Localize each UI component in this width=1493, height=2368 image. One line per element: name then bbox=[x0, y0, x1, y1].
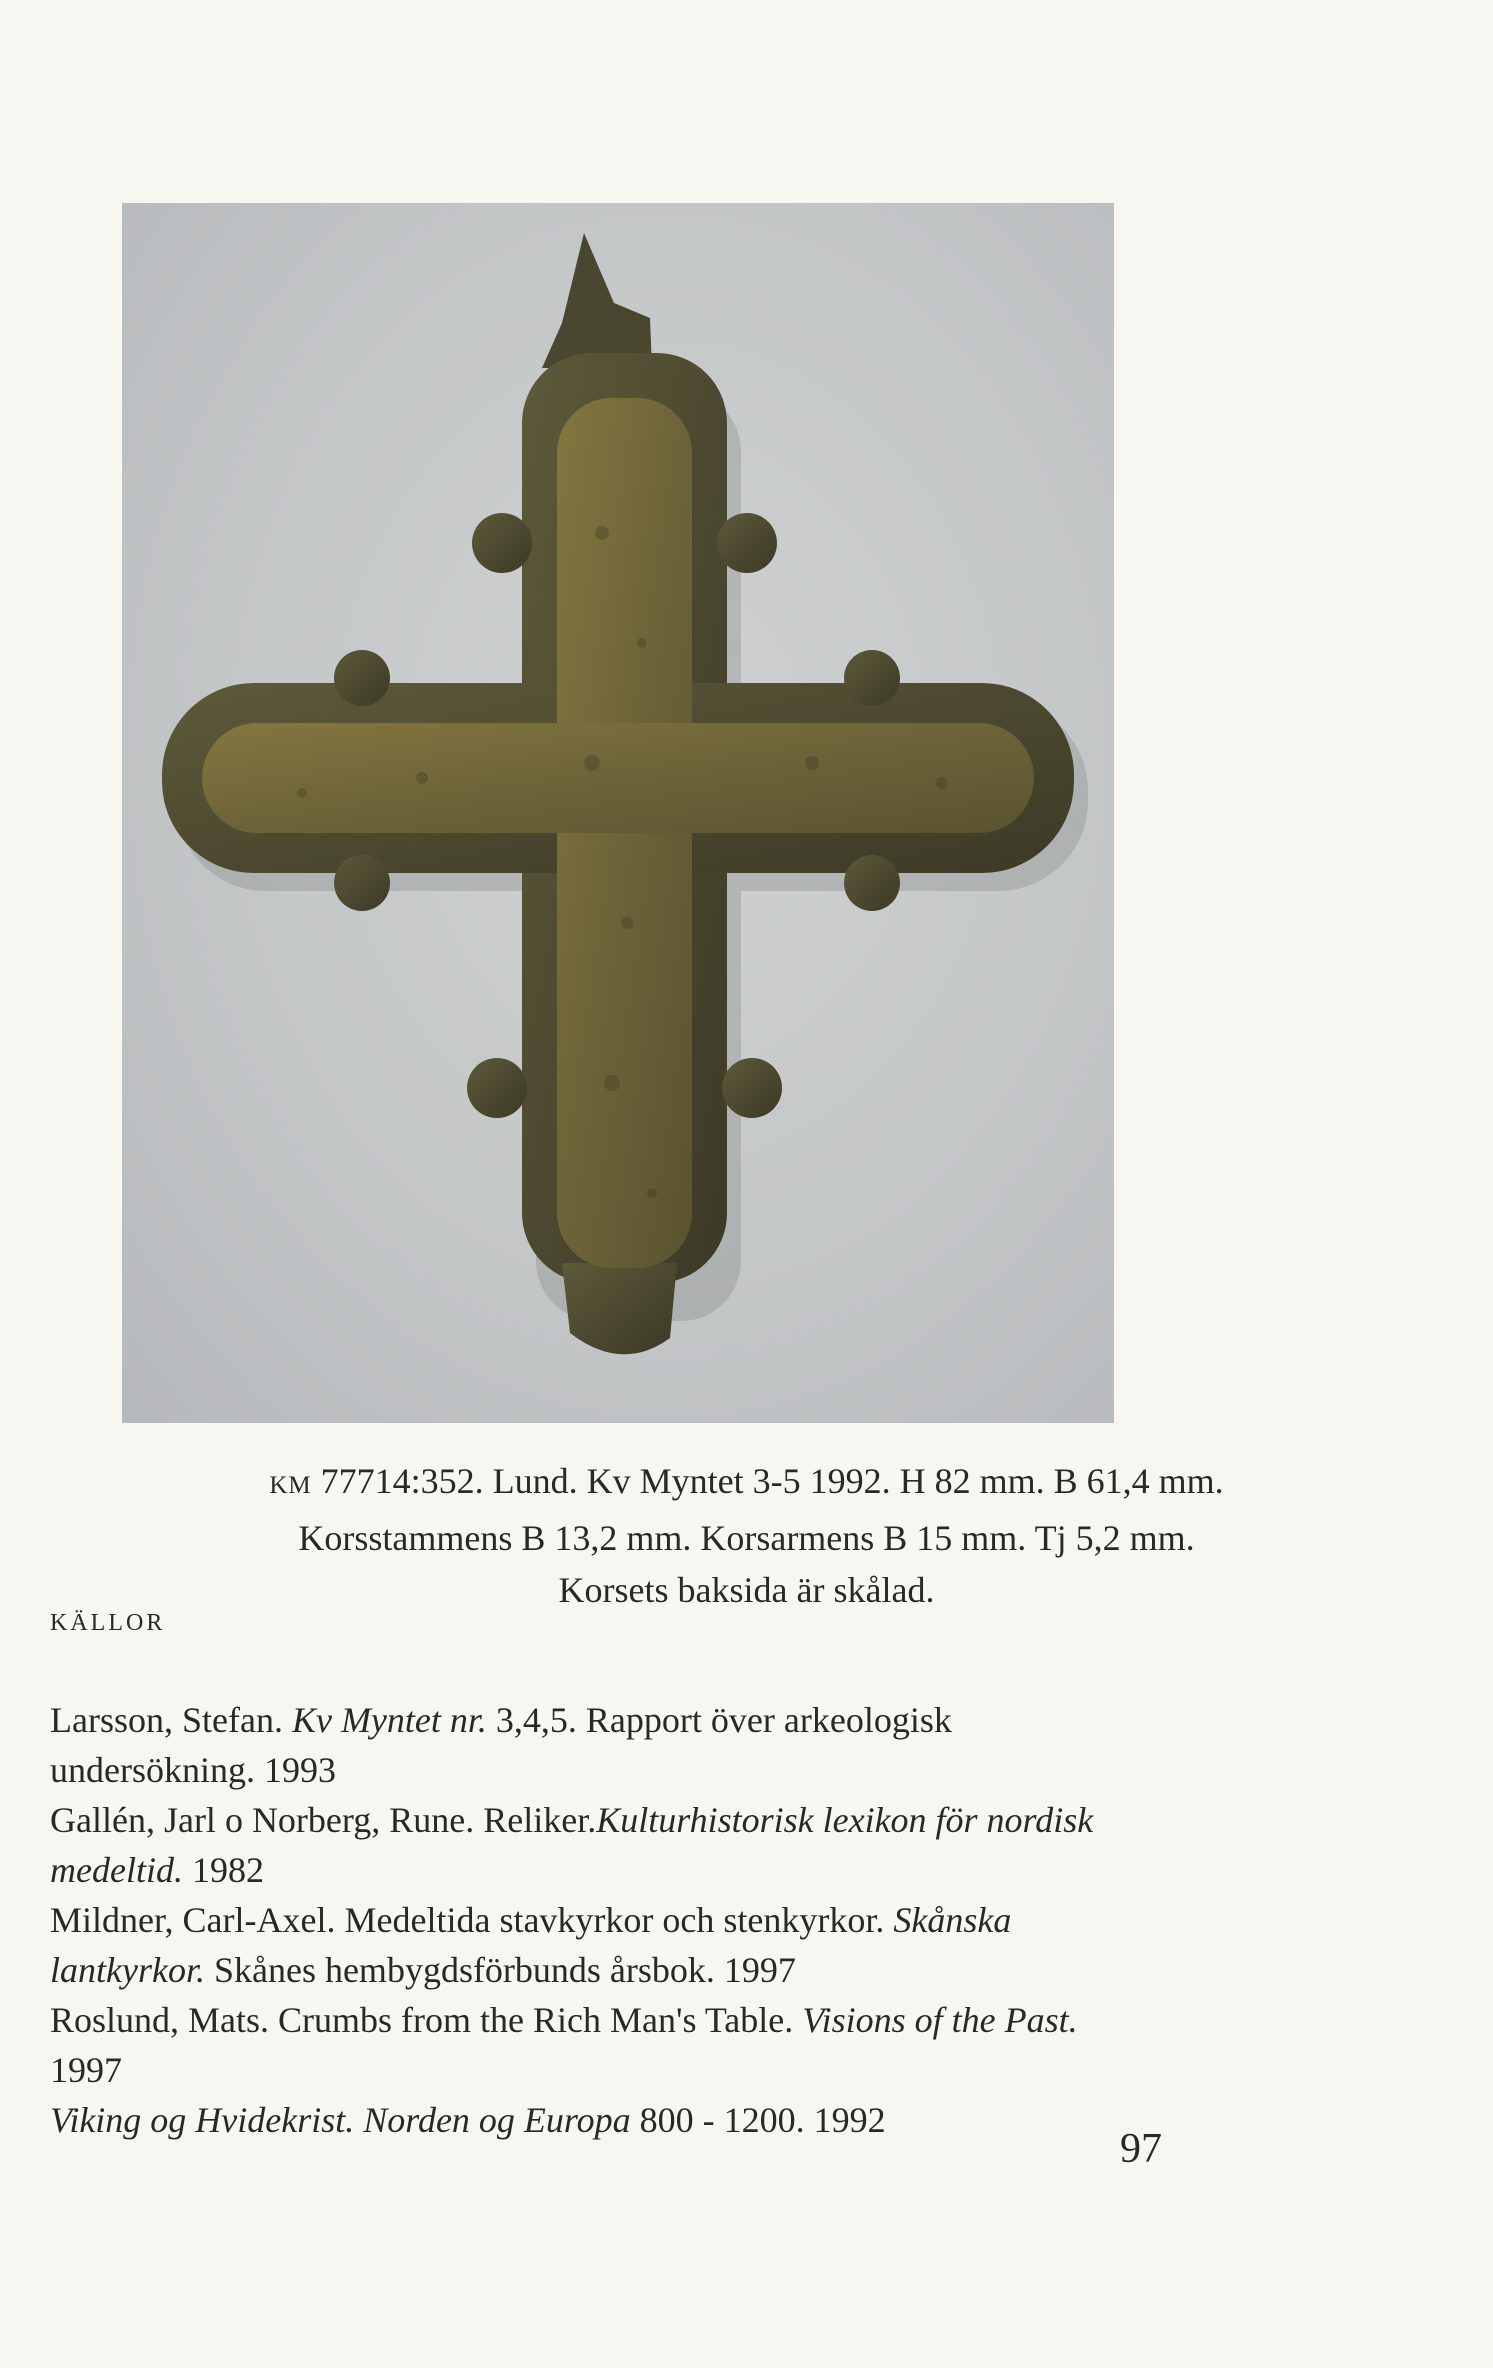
page-number: 97 bbox=[1120, 2126, 1162, 2172]
reference-item bbox=[50, 1995, 1110, 2095]
cross-photograph bbox=[122, 203, 1114, 1423]
caption-line-1 bbox=[0, 1455, 1493, 1512]
figure-caption bbox=[0, 1455, 1493, 1616]
ref-title: Viking og Hvidekrist. Norden og Europa bbox=[50, 2100, 631, 2140]
ref-text: Mildner, Carl-Axel. Medeltida stavkyrkor och stenkyrkor. bbox=[50, 1900, 894, 1940]
ref-text: Roslund, Mats. Crumbs from the Rich Man's Table. bbox=[50, 2000, 803, 2040]
sources-heading: KÄLLOR bbox=[50, 1610, 166, 1636]
ref-title: Kulturhistorisk lexikon för nordisk medeltid. bbox=[50, 1800, 1094, 1890]
ref-title: Kv Myntet nr. bbox=[291, 1700, 487, 1740]
ref-text: Skånes hembygdsförbunds årsbok. 1997 bbox=[204, 1950, 796, 1990]
ref-text: 1982 bbox=[182, 1850, 264, 1890]
reference-item bbox=[50, 1695, 1110, 1795]
reference-item bbox=[50, 1895, 1110, 1995]
ref-title: Skånska lantkyrkor. bbox=[50, 1900, 1012, 1990]
caption-line-2: Korsstammens B 13,2 mm. Korsarmens B 15 mm. Tj 5,2 mm. bbox=[298, 1518, 1195, 1558]
bronze-cross-image bbox=[122, 203, 1114, 1423]
reference-item bbox=[50, 1795, 1110, 1895]
caption-line-1-text: 77714:352. Lund. Kv Myntet 3-5 1992. H 82 mm. B 61,4 mm. bbox=[311, 1461, 1224, 1501]
catalog-prefix: KM bbox=[269, 1472, 312, 1499]
reference-list bbox=[50, 1695, 1110, 2145]
ref-title: Visions of the Past. bbox=[802, 2000, 1078, 2040]
ref-text: 800 - 1200. 1992 bbox=[630, 2100, 886, 2140]
reference-item bbox=[50, 2095, 1110, 2145]
ref-text: Gallén, Jarl o Norberg, Rune. Reliker. bbox=[50, 1800, 597, 1840]
caption-line-3: Korsets baksida är skålad. bbox=[558, 1570, 935, 1610]
ref-text: Larsson, Stefan. bbox=[50, 1700, 292, 1740]
ref-text: 3,4,5. Rapport över arkeologisk undersökning. 1993 bbox=[50, 1700, 952, 1790]
ref-text: 1997 bbox=[50, 2050, 122, 2090]
